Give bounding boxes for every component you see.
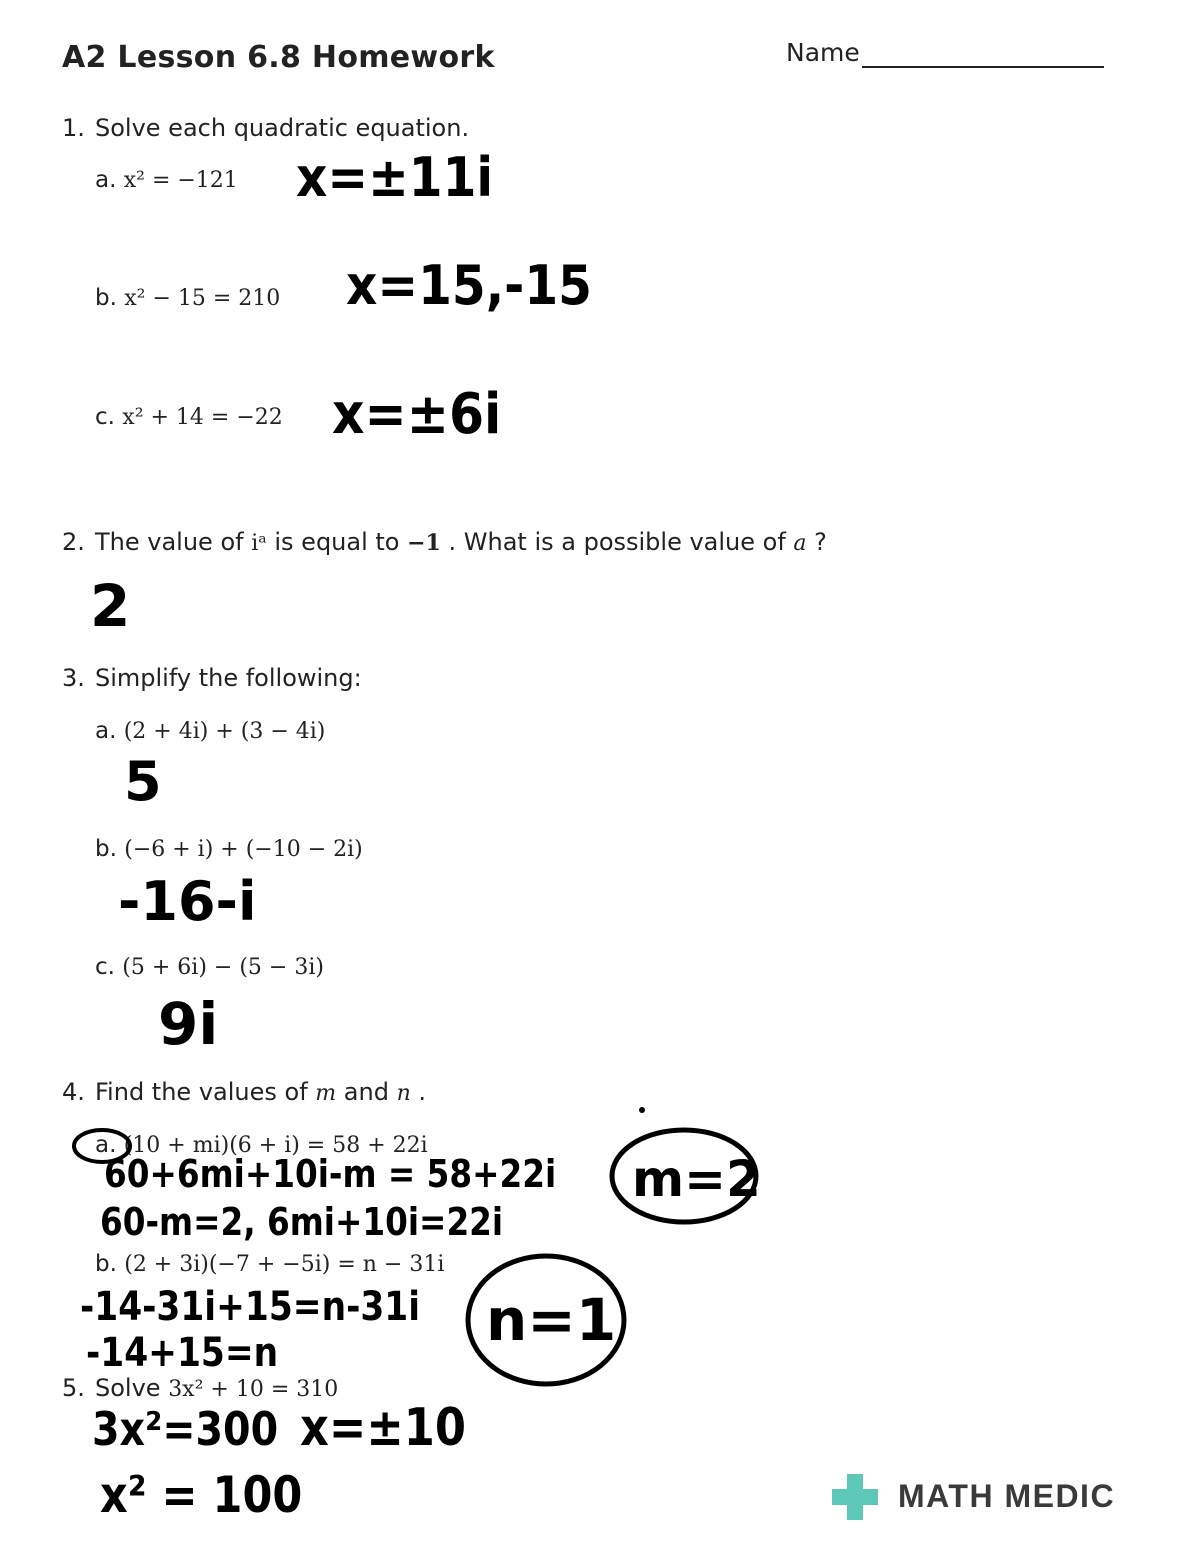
question-1b [95, 285, 280, 311]
item-label: c. [95, 404, 115, 430]
question-3a [95, 718, 325, 744]
equation: (2 + 3i)(−7 + −5i) = n − 31i [124, 1252, 445, 1277]
handwritten-work-4b-line1: -14-31i+15=n-31i [80, 1284, 421, 1330]
question-3b [95, 836, 363, 862]
question-prompt: Simplify the following: [95, 664, 362, 692]
item-label: a. [95, 167, 117, 193]
variable-n: n [396, 1081, 411, 1106]
question-3c [95, 954, 324, 980]
prompt-text: is equal to [266, 528, 408, 556]
handwritten-answer-1a: x=±11i [296, 146, 494, 209]
item-label: a. [95, 1132, 117, 1158]
question-1a [95, 167, 238, 193]
handwritten-work-5-line2: x² = 100 [100, 1466, 303, 1524]
prompt-text: . [410, 1078, 426, 1106]
question-4b [95, 1251, 444, 1277]
equation: 3x² + 10 = 310 [168, 1377, 339, 1402]
question-4 [62, 1078, 426, 1106]
question-prompt: Solve [95, 1374, 169, 1402]
expression: (−6 + i) + (−10 − 2i) [124, 837, 363, 862]
equation: (10 + mi)(6 + i) = 58 + 22i [123, 1133, 428, 1158]
question-1 [62, 114, 469, 142]
handwritten-answer-3c: 9i [158, 990, 219, 1058]
question-3 [62, 664, 362, 692]
question-number: 2. [62, 528, 85, 556]
question-number: 1. [62, 114, 85, 142]
handwritten-answer-2: 2 [90, 572, 131, 640]
handwritten-answer-3b: -16-i [118, 870, 257, 933]
name-field-line [862, 66, 1104, 68]
question-prompt: Solve each quadratic equation. [95, 114, 470, 142]
question-number: 3. [62, 664, 85, 692]
item-label: c. [95, 954, 115, 980]
handwritten-answer-1c: x=±6i [332, 382, 502, 447]
brand-name: MATH MEDIC [898, 1478, 1116, 1514]
question-number: 5. [62, 1374, 85, 1402]
plus-logo-icon [832, 1474, 878, 1520]
handwritten-work-4a-line2: 60-m=2, 6mi+10i=22i [100, 1200, 504, 1244]
page-title: A2 Lesson 6.8 Homework [62, 40, 495, 75]
handwritten-work-5-line1: 3x²=300 [92, 1402, 279, 1456]
question-number: 4. [62, 1078, 85, 1106]
handwritten-work-4b-line2: -14+15=n [86, 1330, 279, 1376]
item-label: b. [95, 836, 117, 862]
expression: (5 + 6i) − (5 − 3i) [122, 955, 324, 980]
prompt-text: The value of [95, 528, 252, 556]
question-5 [62, 1374, 338, 1402]
value-negative-one: −1 [407, 530, 441, 556]
handwritten-work-4a-line1: 60+6mi+10i-m = 58+22i [104, 1152, 557, 1196]
expression: (2 + 4i) + (3 − 4i) [123, 719, 326, 744]
equation: x² + 14 = −22 [122, 405, 283, 430]
equation: x² − 15 = 210 [124, 286, 281, 311]
name-label: Name [786, 38, 860, 67]
handwritten-answer-5: x=±10 [300, 1398, 467, 1458]
prompt-text: and [336, 1078, 397, 1106]
handwritten-answer-4a: m=2 [632, 1150, 761, 1208]
prompt-text: Find the values of [95, 1078, 316, 1106]
prompt-text: . What is a possible value of [440, 528, 794, 556]
variable-a: a [793, 531, 807, 556]
handwritten-answer-3a: 5 [124, 750, 162, 813]
prompt-text: ? [806, 528, 827, 556]
question-1c [95, 404, 283, 430]
item-label: b. [95, 285, 117, 311]
equation: x² = −121 [123, 168, 238, 193]
variable-i-power-a: iᵃ [251, 531, 267, 556]
item-label: b. [95, 1251, 117, 1277]
item-label: a. [95, 718, 117, 744]
variable-m: m [315, 1081, 337, 1106]
handwritten-answer-4b: n=1 [486, 1286, 617, 1354]
question-2 [62, 528, 827, 556]
handwritten-answer-1b: x=15,-15 [346, 254, 592, 317]
